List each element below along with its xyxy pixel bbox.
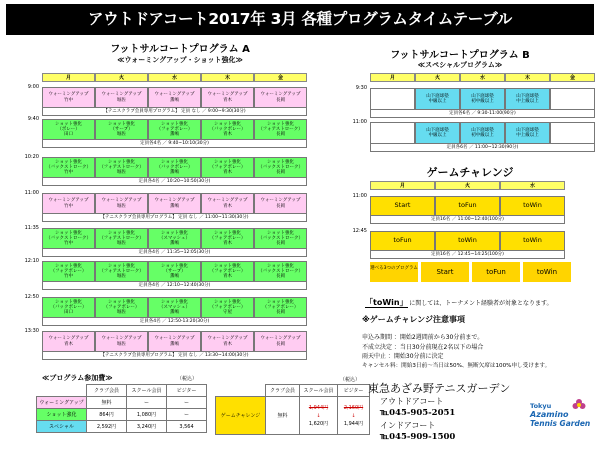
towin-text: に関しては、トーナメント経験者が対象となります。 — [409, 300, 553, 307]
game-fees-head-visitor: ビジター — [338, 385, 370, 397]
program-row — [42, 119, 307, 140]
program-cell-line: 山下庭球塾 — [516, 93, 539, 99]
program-cell-line: ウォーミングアップ — [154, 92, 195, 98]
fee-row-name: ショット強化 — [37, 409, 87, 421]
game-fees-head-school: スクール会員 — [300, 385, 338, 397]
program-cell-line: ショット強化 — [267, 159, 294, 165]
program-row — [42, 228, 307, 249]
game-day-header — [370, 181, 565, 190]
program-cell-line: 堀佐 — [117, 274, 126, 280]
program-cell — [42, 261, 95, 282]
program-cell-line: 薫嶋 — [170, 203, 179, 209]
program-cell — [148, 228, 201, 249]
program-cell-line: ウォーミングアップ — [260, 92, 301, 98]
fees-head-empty — [37, 385, 87, 397]
notice-title: ※ゲームチャレンジ注意事項 — [362, 315, 465, 324]
program-cell-line: 薫嶋 — [170, 310, 179, 316]
program-cell — [254, 331, 307, 352]
program-cell-line: 青木 — [223, 170, 232, 176]
program-cell-line: ショット強化 — [55, 299, 82, 305]
program-cell — [254, 119, 307, 140]
program-cell: toWin — [500, 231, 565, 251]
program-cell-line: ショット強化 — [214, 263, 241, 269]
program-cell-line: （バックストローク） — [46, 235, 91, 241]
fee-value: ー — [167, 409, 207, 421]
game-fee-member: 無料 — [266, 397, 300, 435]
program-cell-line: 山下庭球塾 — [471, 93, 494, 99]
program-cell — [201, 331, 254, 352]
day-header-cell: 月 — [42, 73, 95, 82]
day-header-cell: 火 — [95, 73, 148, 82]
program-cell-line: 薫嶋 — [170, 274, 179, 280]
day-header-cell: 水 — [460, 73, 505, 82]
program-cell-line: （サーブ） — [163, 268, 186, 274]
program-cell-line: 竹中 — [64, 97, 73, 103]
program-cell — [370, 88, 415, 110]
program-tags — [370, 262, 571, 282]
program-cell-line: 長岡 — [276, 97, 285, 103]
contact-indoor-tel: ℡045-909-1500 — [380, 432, 456, 442]
program-cell-line: 中上級以上 — [516, 133, 539, 138]
time-label: 10:20 — [24, 154, 39, 160]
fee-value: 3,240円 — [127, 421, 167, 433]
program-cell — [550, 122, 595, 144]
day-header-cell: 金 — [550, 73, 595, 82]
program-cell-line: （バックストローク） — [46, 164, 91, 170]
program-cell — [201, 157, 254, 178]
program-cell-line: ショット強化 — [214, 230, 241, 236]
program-note: 定員各4名 ／ 11:35~12:05(30分) — [42, 249, 307, 257]
program-cell-line: ショット強化 — [55, 121, 82, 127]
program-cell — [254, 261, 307, 282]
futsal-b-title: フットサルコートプログラム B — [390, 50, 530, 61]
program-cell-line: ショット強化 — [108, 121, 135, 127]
fee-value: 1,080円 — [127, 409, 167, 421]
program-cell-line: （フォアボレー） — [103, 304, 140, 310]
program-cell-line: ウォーミングアップ — [207, 92, 248, 98]
program-note: 定員16名 ／ 12:45~14:25(100分) — [370, 251, 565, 259]
tag-intro: 選べる3つのプログラム — [370, 262, 418, 282]
program-cell-line: ショット強化 — [214, 159, 241, 165]
program-cell-line: 竹中 — [64, 241, 73, 247]
futsal-a-day-header — [42, 73, 307, 82]
game-fees-tax: （税込） — [340, 377, 361, 383]
program-note: 定員各4名 ／ 10:20~10:50(30分) — [42, 178, 307, 186]
game-fees-head-club: クラブ会員 — [266, 385, 300, 397]
time-label: 11:00 — [352, 119, 367, 125]
futsal-a-title: フットサルコートプログラム A — [110, 44, 250, 55]
program-cell-line: 薫嶋 — [170, 241, 179, 247]
day-header-cell: 水 — [148, 73, 201, 82]
day-header-cell: 月 — [370, 181, 435, 190]
fees-head-club: クラブ会員 — [87, 385, 127, 397]
program-cell-line: （スマッシュ） — [158, 235, 191, 241]
program-cell — [201, 261, 254, 282]
program-note: 【テニスクラブ会員専用プログラム】 定員 なし ／ 9:00~9:30(30分) — [42, 108, 307, 116]
game-fees-table — [215, 384, 370, 435]
program-cell-line: （フォアボレー） — [209, 235, 246, 241]
day-header-cell: 木 — [505, 73, 550, 82]
game-fee-visitor-old: 2,160円 — [343, 404, 364, 411]
game-fee-name: ゲームチャレンジ — [216, 397, 266, 435]
program-cell-line: 薫嶋 — [170, 132, 179, 138]
program-cell — [95, 193, 148, 214]
program-cell-line: 初中級以上 — [471, 99, 494, 104]
program-cell-line: ショット強化 — [214, 299, 241, 305]
program-cell-line: （フォアボレー） — [209, 304, 246, 310]
program-cell-line: 長岡 — [276, 170, 285, 176]
program-cell — [95, 119, 148, 140]
program-row — [370, 88, 595, 110]
program-note: 【テニスクラブ会員専用プログラム】 定員 なし ／ 13:30~14:00(30分) — [42, 352, 307, 360]
program-cell — [95, 87, 148, 108]
fee-value: 3,564 — [167, 421, 207, 433]
program-cell — [550, 88, 595, 110]
program-note: 定員各6名 ／ 11:00~12:30(90分) — [370, 144, 595, 152]
logo-line: Azamino — [530, 410, 569, 419]
program-cell-line: ショット強化 — [108, 159, 135, 165]
program-cell: Start — [370, 196, 435, 216]
program-cell — [42, 87, 95, 108]
fee-row-name: ウォーミングアップ — [37, 397, 87, 409]
program-cell-line: 堀佐 — [117, 132, 126, 138]
program-cell-line: （サーブ） — [110, 126, 133, 132]
program-cell-line: 薫嶋 — [170, 170, 179, 176]
fees-title: ≪プログラム参加費≫ — [42, 374, 113, 382]
day-header-cell: 金 — [254, 73, 307, 82]
program-cell-line: ショット強化 — [161, 263, 188, 269]
notice-line: キャンセル料：開始3日前～当日は50%、無断欠席は100%申し受けます。 — [362, 362, 551, 369]
program-cell-line: 竹中 — [64, 203, 73, 209]
program-cell-line: ウォーミングアップ — [101, 92, 142, 98]
program-cell-line: 青木 — [223, 241, 232, 247]
game-title: ゲームチャレンジ — [426, 166, 514, 179]
program-row — [42, 193, 307, 214]
futsal-a-subtitle: ≪ウォーミングアップ・ショット強化≫ — [117, 56, 243, 64]
program-cell-line: （バックボレー） — [50, 304, 87, 310]
program-cell-line: ショット強化 — [214, 121, 241, 127]
program-cell-line: （スマッシュ） — [158, 304, 191, 310]
program-cell — [460, 88, 505, 110]
program-cell — [95, 261, 148, 282]
program-cell-line: 堀佐 — [117, 241, 126, 247]
fee-value: 無料 — [87, 397, 127, 409]
program-row — [42, 87, 307, 108]
program-row — [370, 231, 565, 251]
contact-outdoor-tel: ℡045-905-2051 — [380, 408, 456, 418]
time-label: 13:30 — [24, 328, 39, 334]
page-title: アウトドアコート2017年 3月 各種プログラムタイムテーブル — [6, 4, 594, 35]
fee-value: ー — [167, 397, 207, 409]
program-cell-line: ショット強化 — [161, 230, 188, 236]
program-cell — [148, 119, 201, 140]
program-cell-line: 薫嶋 — [170, 341, 179, 347]
day-header-cell: 水 — [500, 181, 565, 190]
contact-name: 東急あざみ野テニスガーデン — [368, 382, 511, 395]
time-label: 9:40 — [27, 116, 39, 122]
program-cell-line: （バックストローク） — [258, 235, 303, 241]
program-cell-line: 山下庭球塾 — [471, 127, 494, 133]
program-cell — [148, 87, 201, 108]
program-cell — [201, 193, 254, 214]
program-row — [370, 196, 565, 216]
program-cell-line: 青木 — [223, 341, 232, 347]
program-cell-line: ウォーミングアップ — [207, 336, 248, 342]
program-cell-line: 山下庭球塾 — [516, 127, 539, 133]
program-cell-line: （バックストローク） — [258, 268, 303, 274]
tokyu-logo — [530, 398, 594, 428]
program-note: 定員各4名 ／ 12:10~12:40(30分) — [42, 282, 307, 290]
program-cell-line: ショット強化 — [108, 263, 135, 269]
program-cell-line: ショット強化 — [55, 263, 82, 269]
program-cell — [42, 228, 95, 249]
program-cell: toFun — [370, 231, 435, 251]
program-cell-line: ウォーミングアップ — [154, 198, 195, 204]
program-cell-line: 中上級以上 — [516, 99, 539, 104]
program-cell-line: （バックボレー） — [209, 126, 246, 132]
program-cell-line: （フォアボレー） — [262, 304, 299, 310]
program-cell-line: ショット強化 — [267, 230, 294, 236]
program-cell-line: ショット強化 — [108, 230, 135, 236]
program-cell-line: （フォアボレー） — [209, 164, 246, 170]
game-fee-visitor — [338, 397, 370, 435]
logo-line: Tokyu — [530, 402, 552, 410]
program-cell-line: （フォアストローク） — [258, 126, 303, 132]
tag-tofun: toFun — [472, 262, 520, 282]
contact-outdoor: アウトドアコート — [380, 397, 444, 406]
program-cell-line: ウォーミングアップ — [48, 336, 89, 342]
time-label: 11:00 — [352, 193, 367, 199]
program-cell-line: ショット強化 — [55, 159, 82, 165]
fees-table — [36, 384, 207, 433]
time-label: 11:00 — [24, 190, 39, 196]
program-cell — [201, 228, 254, 249]
program-cell — [42, 297, 95, 318]
program-cell-line: 山下庭球塾 — [426, 93, 449, 99]
game-fee-school-new: 1,620円 — [308, 420, 329, 427]
program-cell-line: 青木 — [223, 97, 232, 103]
logo-line: Tennis Garden — [530, 419, 591, 428]
program-row — [42, 331, 307, 352]
program-cell — [201, 297, 254, 318]
towin-highlight: 「toWin」 — [365, 298, 408, 307]
game-fee-arrow: ↓ — [316, 412, 321, 419]
program-cell — [505, 122, 550, 144]
program-cell-line: ウォーミングアップ — [48, 198, 89, 204]
program-cell: toFun — [435, 196, 500, 216]
program-cell-line: 青木 — [223, 274, 232, 280]
program-cell-line: ショット強化 — [267, 299, 294, 305]
program-cell-line: （フォアボレー） — [209, 268, 246, 274]
program-cell-line: ショット強化 — [161, 299, 188, 305]
notice-line: 雨天中止 ：開始30分前に決定 — [362, 353, 444, 360]
program-cell-line: 長岡 — [276, 132, 285, 138]
program-row — [42, 157, 307, 178]
notice-lines — [362, 333, 598, 371]
program-cell — [95, 157, 148, 178]
program-cell-line: 守屋 — [223, 310, 232, 316]
program-cell — [254, 157, 307, 178]
program-note: 定員各4名 ／ 9:40~10:10(30分) — [42, 140, 307, 148]
program-cell-line: 青木 — [223, 132, 232, 138]
fee-value: ー — [127, 397, 167, 409]
day-header-cell: 木 — [201, 73, 254, 82]
program-cell-line: ショット強化 — [267, 263, 294, 269]
fees-head-school: スクール会員 — [127, 385, 167, 397]
tag-towin: toWin — [523, 262, 571, 282]
program-cell-line: （フォアストローク） — [99, 268, 144, 274]
game-fee-school — [300, 397, 338, 435]
program-cell-line: ショット強化 — [55, 230, 82, 236]
program-cell — [95, 297, 148, 318]
program-cell-line: （バックストローク） — [258, 164, 303, 170]
program-cell — [201, 119, 254, 140]
program-cell-line: 長岡 — [276, 241, 285, 247]
fees-tax: （税込） — [177, 376, 198, 382]
program-cell — [460, 122, 505, 144]
program-cell — [95, 228, 148, 249]
program-note: 定員各4名 ／ 12:50-13:20(30分) — [42, 318, 307, 326]
game-fee-school-old: 1,944円 — [308, 404, 329, 411]
day-header-cell: 火 — [435, 181, 500, 190]
game-fees-head-empty — [216, 385, 266, 397]
program-cell — [370, 122, 415, 144]
day-header-cell: 月 — [370, 73, 415, 82]
program-note: 定員各6名 ／ 9:30-11:00(90分) — [370, 110, 595, 118]
program-cell-line: 田口 — [64, 132, 73, 138]
program-cell-line: 長岡 — [276, 310, 285, 316]
program-note: 定員16名 ／ 11:00~12:40(100分) — [370, 216, 565, 224]
time-label: 12:45 — [352, 228, 367, 234]
program-cell-line: 中級以上 — [428, 133, 447, 138]
program-cell — [148, 157, 201, 178]
program-cell — [254, 228, 307, 249]
program-cell-line: 堀佐 — [117, 310, 126, 316]
program-cell-line: （フォアストローク） — [99, 235, 144, 241]
time-label: 12:10 — [24, 258, 39, 264]
tag-start: Start — [421, 262, 469, 282]
program-cell-line: （フォアボレー） — [50, 268, 87, 274]
program-cell-line: ショット強化 — [108, 299, 135, 305]
program-cell-line: 竹中 — [64, 274, 73, 280]
program-cell — [148, 193, 201, 214]
program-cell-line: 青木 — [223, 203, 232, 209]
program-cell — [415, 88, 460, 110]
program-cell-line: ウォーミングアップ — [101, 336, 142, 342]
program-cell — [42, 193, 95, 214]
program-cell-line: 堀佐 — [117, 97, 126, 103]
fees-head-visitor: ビジター — [167, 385, 207, 397]
program-cell — [148, 331, 201, 352]
program-cell-line: 長岡 — [276, 203, 285, 209]
time-label: 9:30 — [355, 85, 367, 91]
program-cell — [505, 88, 550, 110]
fee-value: 864円 — [87, 409, 127, 421]
program-cell-line: 堀佐 — [117, 203, 126, 209]
program-cell — [42, 331, 95, 352]
program-cell-line: ショット強化 — [267, 121, 294, 127]
program-cell-line: 山下庭球塾 — [426, 127, 449, 133]
program-cell-line: （フォアストローク） — [99, 164, 144, 170]
program-cell: toWin — [500, 196, 565, 216]
program-cell — [42, 157, 95, 178]
towin-note — [365, 297, 597, 308]
program-cell-line: ウォーミングアップ — [48, 92, 89, 98]
program-cell-line: 堀佐 — [117, 341, 126, 347]
notice-line: 申込み期間 ：開始2週間前から30分前まで。 — [362, 334, 484, 341]
fee-value: 2,592円 — [87, 421, 127, 433]
contact-indoor: インドアコート — [380, 421, 436, 430]
program-cell — [148, 297, 201, 318]
program-cell-line: 田口 — [64, 310, 73, 316]
program-cell-line: 青木 — [64, 341, 73, 347]
program-cell-line: 薫嶋 — [170, 97, 179, 103]
program-note: 【テニスクラブ会員専用プログラム】 定員 なし ／ 11:00~11:30(30分) — [42, 214, 307, 222]
program-cell-line: ウォーミングアップ — [154, 336, 195, 342]
program-cell — [254, 193, 307, 214]
program-cell — [148, 261, 201, 282]
program-cell-line: 中級以上 — [428, 99, 447, 104]
program-cell-line: ウォーミングアップ — [101, 198, 142, 204]
time-label: 9:00 — [27, 84, 39, 90]
program-cell — [254, 297, 307, 318]
program-cell-line: （バックボレー） — [156, 164, 193, 170]
program-cell — [42, 119, 95, 140]
program-cell-line: 竹中 — [64, 170, 73, 176]
futsal-b-day-header — [370, 73, 595, 82]
program-cell-line: 初中級以上 — [471, 133, 494, 138]
program-cell-line: 長岡 — [276, 341, 285, 347]
fee-row-name: スペシャル — [37, 421, 87, 433]
time-label: 12:50 — [24, 294, 39, 300]
program-cell-line: ウォーミングアップ — [260, 198, 301, 204]
game-fee-visitor-new: 1,944円 — [343, 420, 364, 427]
flower-logo-icon — [572, 398, 586, 412]
day-header-cell: 火 — [415, 73, 460, 82]
program-row — [42, 261, 307, 282]
program-cell-line: （ボレー） — [57, 126, 80, 132]
futsal-b-subtitle: ≪スペシャルプログラム≫ — [417, 61, 503, 69]
program-cell-line: ショット強化 — [161, 159, 188, 165]
program-cell-line: 長岡 — [276, 274, 285, 280]
program-cell-line: ウォーミングアップ — [207, 198, 248, 204]
program-row — [42, 297, 307, 318]
program-cell — [254, 87, 307, 108]
program-cell — [95, 331, 148, 352]
program-cell-line: （フォアボレー） — [156, 126, 193, 132]
program-cell-line: ウォーミングアップ — [260, 336, 301, 342]
notice-line: 不成立決定 ：当日30分前現在2名以下の場合 — [362, 343, 484, 351]
time-label: 11:35 — [24, 225, 39, 231]
program-row — [370, 122, 595, 144]
program-cell — [201, 87, 254, 108]
program-cell-line: 堀佐 — [117, 170, 126, 176]
program-cell — [415, 122, 460, 144]
game-fee-arrow: ↓ — [351, 412, 356, 419]
program-cell-line: ショット強化 — [161, 121, 188, 127]
program-cell: toWin — [435, 231, 500, 251]
